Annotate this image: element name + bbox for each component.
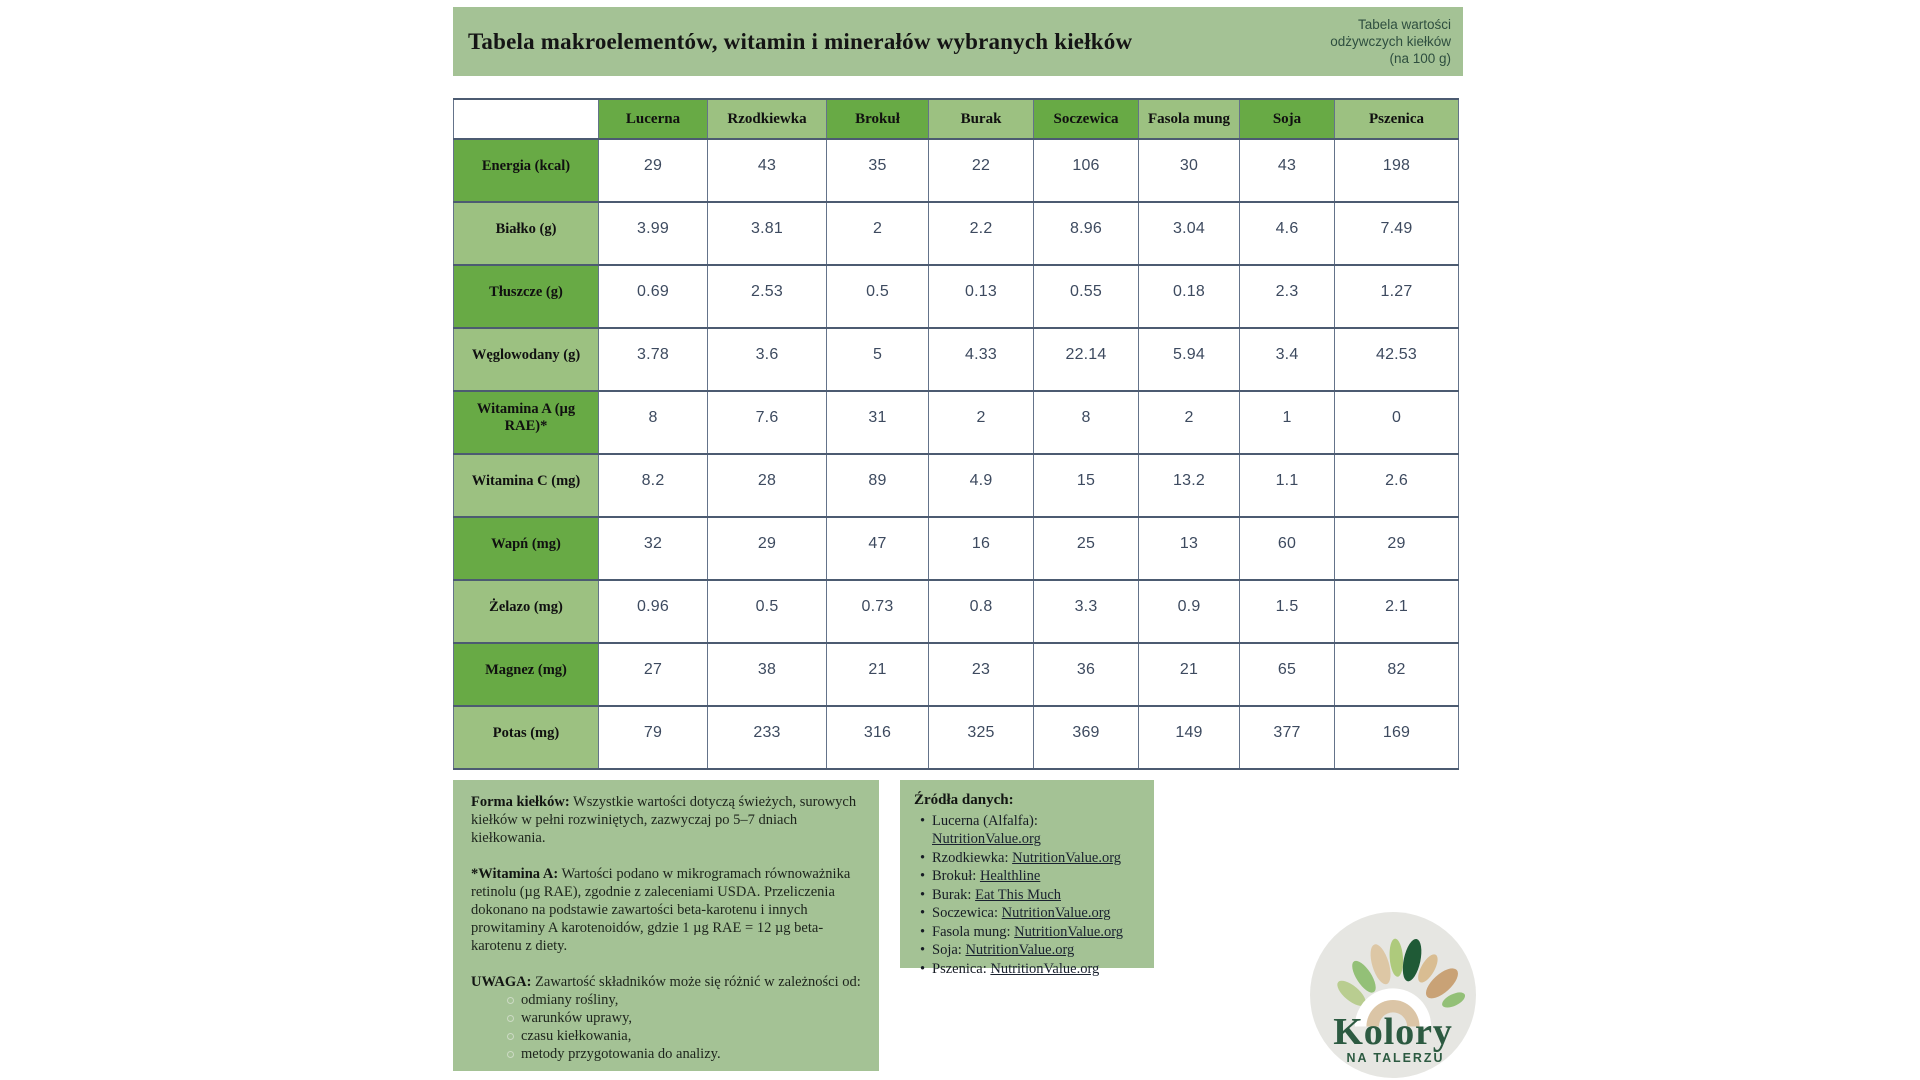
list-item: warunków uprawy, (521, 1009, 861, 1027)
table-row (454, 706, 1459, 769)
value-cell: 369 (1034, 706, 1139, 769)
subtitle-line: (na 100 g) (1389, 51, 1451, 66)
source-name: Lucerna (Alfalfa): (932, 812, 1038, 829)
nutrition-table (453, 98, 1459, 770)
value-cell: 27 (599, 643, 708, 706)
value-cell: 2 (1139, 391, 1240, 454)
value-cell: 0 (1335, 391, 1459, 454)
value-cell: 149 (1139, 706, 1240, 769)
value-cell: 377 (1240, 706, 1335, 769)
note-lead: UWAGA: (471, 974, 532, 990)
value-cell: 60 (1240, 517, 1335, 580)
value-cell: 22 (929, 139, 1034, 202)
value-cell: 13 (1139, 517, 1240, 580)
subtitle-line: Tabela wartości (1357, 17, 1451, 32)
value-cell: 15 (1034, 454, 1139, 517)
source-name: Fasola mung: (932, 923, 1015, 940)
table-row (454, 454, 1459, 517)
value-cell: 79 (599, 706, 708, 769)
value-cell: 3.04 (1139, 202, 1240, 265)
value-cell: 1.1 (1240, 454, 1335, 517)
logo-tagline: NA TALERZU (1346, 1051, 1445, 1066)
value-cell: 23 (929, 643, 1034, 706)
row-label: Tłuszcze (g) (454, 265, 599, 328)
list-item: odmiany rośliny, (521, 991, 861, 1009)
column-header: Lucerna (599, 99, 708, 139)
header-bar (453, 7, 1463, 76)
source-link[interactable]: NutritionValue.org (990, 960, 1100, 977)
value-cell: 5 (827, 328, 929, 391)
value-cell: 2 (827, 202, 929, 265)
value-cell: 8 (599, 391, 708, 454)
value-cell: 47 (827, 517, 929, 580)
value-cell: 1.27 (1335, 265, 1459, 328)
source-name: Burak: (932, 886, 976, 903)
source-link[interactable]: NutritionValue.org (1014, 923, 1124, 940)
value-cell: 3.3 (1034, 580, 1139, 643)
value-cell: 0.13 (929, 265, 1034, 328)
value-cell: 198 (1335, 139, 1459, 202)
source-item (932, 849, 1142, 868)
value-cell: 0.73 (827, 580, 929, 643)
value-cell: 36 (1034, 643, 1139, 706)
column-header: Pszenica (1335, 99, 1459, 139)
source-link[interactable]: NutritionValue.org (1001, 905, 1111, 921)
value-cell: 7.49 (1335, 202, 1459, 265)
table-row (454, 517, 1459, 580)
source-name: Soja: (932, 942, 966, 958)
row-label: Białko (g) (454, 202, 599, 265)
row-label: Energia (kcal) (454, 139, 599, 202)
source-name: Rzodkiewka: (932, 849, 1013, 866)
value-cell: 3.4 (1240, 328, 1335, 391)
note-text: Zawartość składników może się różnić w zależności od: (531, 974, 861, 990)
header-subtitle (1330, 16, 1451, 67)
source-item (932, 812, 1142, 849)
value-cell: 42.53 (1335, 328, 1459, 391)
source-link[interactable]: NutritionValue.org (965, 942, 1075, 958)
value-cell: 30 (1139, 139, 1240, 202)
note-text: Wartości podano w mikrogramach równoważnika retinolu (µg RAE), zgodnie z zaleceniami USDA. Przeliczenia dokonano na podstawie zawartości beta-karotenu i innych prowitaminy A karotenoidów, gdzie 1 µg RAE = 12 µg beta-karotenu z diety. (471, 866, 851, 954)
value-cell: 2.1 (1335, 580, 1459, 643)
value-cell: 43 (708, 139, 827, 202)
value-cell: 89 (827, 454, 929, 517)
source-item (932, 886, 1142, 905)
value-cell: 29 (599, 139, 708, 202)
list-item: czasu kiełkowania, (521, 1027, 861, 1045)
value-cell: 0.55 (1034, 265, 1139, 328)
column-header: Brokuł (827, 99, 929, 139)
column-header: Burak (929, 99, 1034, 139)
column-header: Rzodkiewka (708, 99, 827, 139)
table-row (454, 580, 1459, 643)
value-cell: 35 (827, 139, 929, 202)
source-link[interactable]: NutritionValue.org (1012, 849, 1122, 866)
table-row (454, 328, 1459, 391)
row-label: Witamina C (mg) (454, 454, 599, 517)
column-header: Fasola mung (1139, 99, 1240, 139)
source-name: Brokuł: (932, 868, 980, 884)
source-item (932, 904, 1142, 923)
value-cell: 13.2 (1139, 454, 1240, 517)
value-cell: 0.69 (599, 265, 708, 328)
value-cell: 3.6 (708, 328, 827, 391)
value-cell: 38 (708, 643, 827, 706)
value-cell: 325 (929, 706, 1034, 769)
value-cell: 16 (929, 517, 1034, 580)
sources-box (900, 780, 1154, 977)
table-row (454, 391, 1459, 454)
row-label: Żelazo (mg) (454, 580, 599, 643)
table-row (454, 139, 1459, 202)
value-cell: 2.6 (1335, 454, 1459, 517)
value-cell: 7.6 (708, 391, 827, 454)
source-link[interactable]: Eat This Much (975, 886, 1062, 903)
value-cell: 0.96 (599, 580, 708, 643)
brand-logo (1310, 912, 1476, 1078)
value-cell: 0.5 (708, 580, 827, 643)
value-cell: 22.14 (1034, 328, 1139, 391)
note-paragraph (471, 973, 861, 991)
value-cell: 32 (599, 517, 708, 580)
value-cell: 1 (1240, 391, 1335, 454)
value-cell: 8.2 (599, 454, 708, 517)
source-link[interactable]: NutritionValue.org (932, 831, 1041, 847)
value-cell: 3.78 (599, 328, 708, 391)
value-cell: 0.18 (1139, 265, 1240, 328)
uwaga-list (471, 991, 861, 1063)
value-cell: 3.99 (599, 202, 708, 265)
table-row (454, 202, 1459, 265)
value-cell: 28 (708, 454, 827, 517)
value-cell: 3.81 (708, 202, 827, 265)
logo-graphic (1310, 912, 1476, 1078)
subtitle-line: odżywczych kiełków (1330, 34, 1451, 49)
list-item: metody przygotowania do analizy. (521, 1045, 861, 1063)
value-cell: 8.96 (1034, 202, 1139, 265)
source-item (932, 923, 1142, 942)
value-cell: 5.94 (1139, 328, 1240, 391)
value-cell: 2.53 (708, 265, 827, 328)
row-label: Potas (mg) (454, 706, 599, 769)
table-row (454, 643, 1459, 706)
value-cell: 4.6 (1240, 202, 1335, 265)
value-cell: 0.9 (1139, 580, 1240, 643)
value-cell: 4.9 (929, 454, 1034, 517)
page-title: Tabela makroelementów, witamin i minerałów wybranych kiełków (468, 28, 1133, 54)
value-cell: 316 (827, 706, 929, 769)
source-name: Pszenica: (932, 960, 991, 977)
row-label: Węglowodany (g) (454, 328, 599, 391)
note-paragraph (471, 793, 861, 847)
value-cell: 65 (1240, 643, 1335, 706)
row-label: Magnez (mg) (454, 643, 599, 706)
note-text: Wszystkie wartości dotyczą świeżych, surowych kiełków w pełni rozwiniętych, zazwyczaj po 5–7 dniach kiełkowania. (471, 794, 857, 846)
source-item (932, 941, 1142, 960)
value-cell: 31 (827, 391, 929, 454)
corner-cell (454, 99, 599, 139)
value-cell: 8 (1034, 391, 1139, 454)
note-paragraph (471, 865, 861, 955)
column-header: Soja (1240, 99, 1335, 139)
source-link[interactable]: Healthline (979, 868, 1041, 884)
value-cell: 2.3 (1240, 265, 1335, 328)
source-item (932, 867, 1142, 886)
value-cell: 0.8 (929, 580, 1034, 643)
row-label: Witamina A (µg RAE)* (454, 391, 599, 454)
sources-list (914, 812, 1142, 979)
value-cell: 21 (827, 643, 929, 706)
value-cell: 25 (1034, 517, 1139, 580)
value-cell: 21 (1139, 643, 1240, 706)
value-cell: 29 (708, 517, 827, 580)
notes-box (453, 780, 879, 1071)
sources-title: Źródła danych: (914, 792, 1014, 808)
source-name: Soczewica: (932, 905, 1002, 921)
table-row (454, 265, 1459, 328)
value-cell: 169 (1335, 706, 1459, 769)
source-item (932, 960, 1142, 979)
value-cell: 0.5 (827, 265, 929, 328)
column-header: Soczewica (1034, 99, 1139, 139)
value-cell: 1.5 (1240, 580, 1335, 643)
value-cell: 82 (1335, 643, 1459, 706)
value-cell: 2.2 (929, 202, 1034, 265)
value-cell: 106 (1034, 139, 1139, 202)
logo-wordmark: Kolory (1333, 1010, 1453, 1053)
note-lead: *Witamina A: (471, 866, 559, 882)
row-label: Wapń (mg) (454, 517, 599, 580)
value-cell: 4.33 (929, 328, 1034, 391)
value-cell: 43 (1240, 139, 1335, 202)
value-cell: 2 (929, 391, 1034, 454)
note-lead: Forma kiełków: (471, 794, 570, 810)
value-cell: 29 (1335, 517, 1459, 580)
value-cell: 233 (708, 706, 827, 769)
